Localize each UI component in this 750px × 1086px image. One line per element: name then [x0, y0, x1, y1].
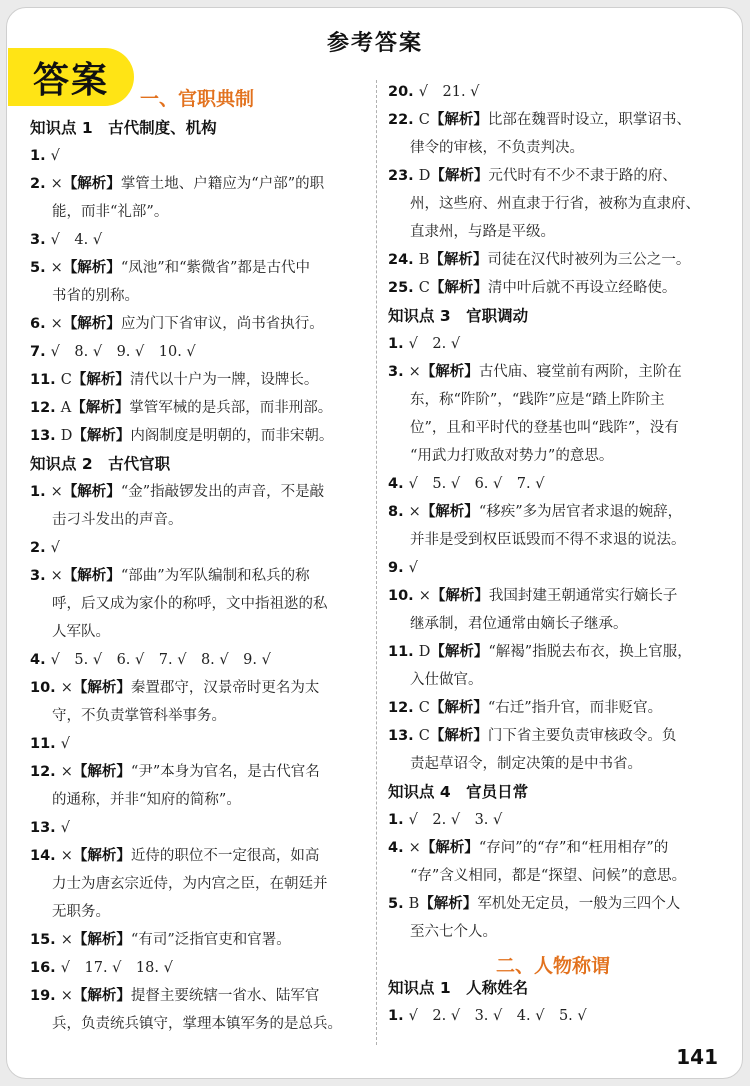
question-number: 15.	[30, 932, 61, 948]
analysis-tag: 【解析】	[62, 316, 121, 332]
answer-line: 1. √ 2. √ 3. √ 4. √ 5. √	[388, 1008, 587, 1024]
analysis-tag: 【解析】	[71, 400, 130, 416]
answer-line: 12. ×【解析】“尹”本身为官名，是古代官名	[30, 764, 320, 780]
question-number: 1.	[388, 336, 409, 352]
answer-line: 4. √ 5. √ 6. √ 7. √ 8. √ 9. √	[30, 652, 271, 668]
answer-line: 10. ×【解析】秦置郡守，汉景帝时更名为太	[30, 680, 320, 696]
question-number: 3.	[30, 568, 51, 584]
answer-continuation: 能，而非“礼部”。	[52, 204, 169, 220]
answer-line: 19. ×【解析】提督主要统辖一省水、陆军官	[30, 988, 320, 1004]
analysis-tag: 【解析】	[72, 428, 131, 444]
answer-continuation: 入仕做官。	[410, 672, 483, 688]
answer-line: 3. ×【解析】古代庙、寝堂前有两阶，主阶在	[388, 364, 682, 380]
answer-continuation: “用武力打败敌对势力”的意思。	[410, 448, 614, 464]
answer-line: 4. ×【解析】“存问”的“存”和“枉用相存”的	[388, 840, 669, 856]
question-number: 9.	[388, 560, 409, 576]
answer-line: 24. B【解析】司徒在汉代时被列为三公之一。	[388, 252, 691, 268]
answer-line: 3. √ 4. √	[30, 232, 103, 248]
answer-line: 11. C【解析】清代以十户为一牌，设牌长。	[30, 372, 319, 388]
section-heading-one: 一、官职典制	[140, 88, 255, 110]
analysis-tag: 【解析】	[62, 484, 121, 500]
question-number: 11.	[388, 644, 419, 660]
answer-badge: 答案	[8, 48, 134, 106]
answer-line: 13. D【解析】内阁制度是明朝的，而非宋朝。	[30, 428, 334, 444]
question-number: 14.	[30, 848, 61, 864]
analysis-tag: 【解析】	[62, 176, 121, 192]
analysis-tag: 【解析】	[72, 848, 131, 864]
answer-line: 10. ×【解析】我国封建王朝通常实行嫡长子	[388, 588, 678, 604]
analysis-tag: 【解析】	[72, 988, 131, 1004]
answer-continuation: 呼，后又成为家仆的称呼，文中指祖逖的私	[52, 596, 328, 612]
question-number: 11.	[30, 372, 61, 388]
answer-continuation: 东，称“阼阶”，“践阼”应是“踏上阼阶主	[410, 392, 665, 408]
question-number: 13.	[388, 728, 419, 744]
answer-line: 8. ×【解析】“移疾”多为居官者求退的婉辞，	[388, 504, 683, 520]
question-number: 20.	[388, 84, 419, 100]
question-number: 2.	[30, 176, 51, 192]
answer-line: 2. √	[30, 540, 60, 556]
question-number: 4.	[388, 840, 409, 856]
answer-line: 12. C【解析】“右迁”指升官，而非贬官。	[388, 700, 663, 716]
knowledge-point-heading: 知识点 2 古代官职	[30, 455, 171, 473]
answer-continuation: 继承制，君位通常由嫡长子继承。	[410, 616, 628, 632]
question-number: 12.	[30, 400, 61, 416]
analysis-tag: 【解析】	[430, 644, 489, 660]
answer-line: 23. D【解析】元代时有不少不隶于路的府、	[388, 168, 677, 184]
answer-line: 7. √ 8. √ 9. √ 10. √	[30, 344, 196, 360]
question-number: 24.	[388, 252, 419, 268]
answer-line: 5. ×【解析】“凤池”和“紫微省”都是古代中	[30, 260, 310, 276]
question-number: 23.	[388, 168, 419, 184]
analysis-tag: 【解析】	[72, 932, 131, 948]
analysis-tag: 【解析】	[429, 112, 488, 128]
page-number: 141	[676, 1045, 718, 1069]
answer-line: 4. √ 5. √ 6. √ 7. √	[388, 476, 545, 492]
answer-line: 1. √ 2. √ 3. √	[388, 812, 503, 828]
question-number: 10.	[30, 680, 61, 696]
answer-continuation: 并非是受到权臣诋毁而不得不求退的说法。	[410, 532, 686, 548]
answer-line: 1. ×【解析】“金”指敲锣发出的声音，不是敲	[30, 484, 325, 500]
answer-line: 15. ×【解析】“有司”泛指官吏和官署。	[30, 932, 291, 948]
question-number: 3.	[30, 232, 51, 248]
question-number: 4.	[30, 652, 51, 668]
question-number: 13.	[30, 428, 61, 444]
answer-continuation: 至六七个人。	[410, 924, 497, 940]
answer-line: 5. B【解析】军机处无定员，一般为三四个人	[388, 896, 681, 912]
analysis-tag: 【解析】	[71, 372, 130, 388]
answer-line: 20. √ 21. √	[388, 84, 480, 100]
knowledge-point-heading: 知识点 3 官职调动	[388, 307, 529, 325]
answer-line: 9. √	[388, 560, 418, 576]
answer-continuation: 州，这些府、州直隶于行省，被称为直隶府、	[410, 196, 700, 212]
answer-continuation: 力士为唐玄宗近侍，为内宫之臣，在朝廷并	[52, 876, 328, 892]
knowledge-point-heading: 知识点 4 官员日常	[388, 783, 529, 801]
answer-line: 22. C【解析】比部在魏晋时设立，职掌诏书、	[388, 112, 691, 128]
analysis-tag: 【解析】	[430, 588, 489, 604]
answer-continuation: 的通称，并非“知府的简称”。	[52, 792, 241, 808]
analysis-tag: 【解析】	[420, 364, 479, 380]
answer-line: 13. √	[30, 820, 70, 836]
question-number: 3.	[388, 364, 409, 380]
question-number: 22.	[388, 112, 419, 128]
answer-line: 25. C【解析】清中叶后就不再设立经略使。	[388, 280, 677, 296]
analysis-tag: 【解析】	[429, 252, 488, 268]
analysis-tag: 【解析】	[62, 568, 121, 584]
section-heading-two: 二、人物称谓	[496, 955, 611, 977]
analysis-tag: 【解析】	[420, 504, 479, 520]
answer-line: 1. √ 2. √	[388, 336, 461, 352]
answer-continuation: 书省的别称。	[52, 288, 139, 304]
question-number: 4.	[388, 476, 409, 492]
question-number: 8.	[388, 504, 409, 520]
answer-line: 3. ×【解析】“部曲”为军队编制和私兵的称	[30, 568, 310, 584]
answer-line: 11. D【解析】“解褐”指脱去布衣，换上官服，	[388, 644, 692, 660]
question-number: 16.	[30, 960, 61, 976]
question-number: 25.	[388, 280, 419, 296]
answer-line: 1. √	[30, 148, 60, 164]
analysis-tag: 【解析】	[429, 280, 488, 296]
analysis-tag: 【解析】	[430, 168, 489, 184]
question-number: 1.	[388, 812, 409, 828]
page-title: 参考答案	[326, 31, 423, 56]
analysis-tag: 【解析】	[420, 840, 479, 856]
answer-line: 13. C【解析】门下省主要负责审核政令。负	[388, 728, 677, 744]
answer-continuation: 兵，负责统兵镇守，掌理本镇军务的是总兵。	[52, 1016, 342, 1032]
question-number: 1.	[388, 1008, 409, 1024]
analysis-tag: 【解析】	[72, 764, 131, 780]
question-number: 12.	[388, 700, 419, 716]
answer-continuation: 律令的审核，不负责判决。	[410, 140, 584, 156]
answer-line: 12. A【解析】掌管军械的是兵部，而非刑部。	[30, 400, 333, 416]
knowledge-point-heading: 知识点 1 古代制度、机构	[30, 119, 217, 137]
analysis-tag: 【解析】	[429, 700, 488, 716]
answer-continuation: 责起草诏令，制定决策的是中书省。	[410, 756, 642, 772]
answer-continuation: 无职务。	[52, 904, 110, 920]
analysis-tag: 【解析】	[429, 728, 488, 744]
question-number: 19.	[30, 988, 61, 1004]
answer-line: 14. ×【解析】近侍的职位不一定很高，如高	[30, 848, 320, 864]
knowledge-point-heading: 知识点 1 人称姓名	[388, 979, 529, 997]
question-number: 12.	[30, 764, 61, 780]
answer-continuation: 位”，且和平时代的登基也叫“践阼”，没有	[410, 420, 679, 436]
question-number: 1.	[30, 148, 51, 164]
question-number: 7.	[30, 344, 51, 360]
question-number: 11.	[30, 736, 61, 752]
question-number: 1.	[30, 484, 51, 500]
answer-continuation: 直隶州，与路是平级。	[410, 224, 555, 240]
question-number: 6.	[30, 316, 51, 332]
answer-line: 16. √ 17. √ 18. √	[30, 960, 173, 976]
analysis-tag: 【解析】	[72, 680, 131, 696]
analysis-tag: 【解析】	[419, 896, 478, 912]
question-number: 10.	[388, 588, 419, 604]
answer-continuation: “存”含义相同，都是“探望、问候”的意思。	[410, 868, 687, 884]
column-divider	[376, 80, 377, 1045]
question-number: 2.	[30, 540, 51, 556]
answer-continuation: 人军队。	[52, 624, 110, 640]
answer-line: 6. ×【解析】应为门下省审议，尚书省执行。	[30, 316, 324, 332]
question-number: 5.	[388, 896, 409, 912]
question-number: 5.	[30, 260, 51, 276]
answer-continuation: 守，不负责掌管科举事务。	[52, 708, 226, 724]
answer-continuation: 击刁斗发出的声音。	[52, 512, 183, 528]
answer-line: 2. ×【解析】掌管土地、户籍应为“户部”的职	[30, 176, 325, 192]
question-number: 13.	[30, 820, 61, 836]
answer-line: 11. √	[30, 736, 70, 752]
analysis-tag: 【解析】	[62, 260, 121, 276]
